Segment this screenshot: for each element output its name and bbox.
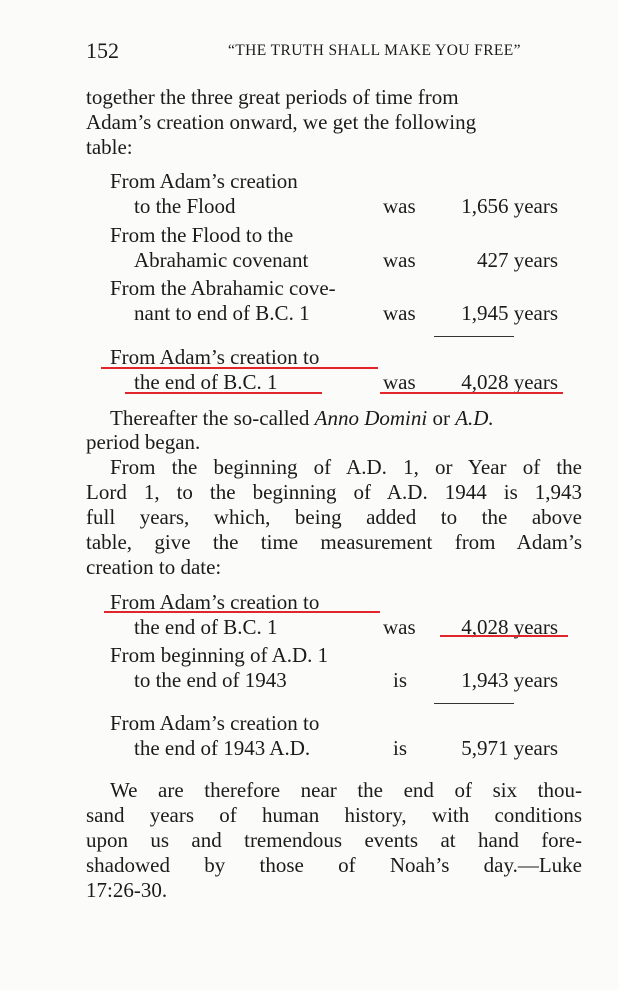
text-line: together the three great periods of time from	[86, 85, 459, 109]
table-row-value: 4,028 years	[461, 615, 558, 639]
table-total-value: 4,028 years	[461, 370, 558, 394]
table-total-verb: was	[383, 370, 416, 394]
text-line: period began.	[86, 430, 201, 454]
table-row-label: From Adam’s creation to	[110, 590, 320, 614]
text-line: table:	[86, 135, 133, 159]
italic-text: Anno Domini	[314, 406, 428, 430]
table-row-verb: was	[383, 194, 416, 218]
text-line: Adam’s creation onward, we get the following	[86, 110, 477, 134]
red-underline	[125, 392, 322, 394]
sum-rule	[434, 703, 514, 704]
table-row-verb: was	[383, 301, 416, 325]
text-line: From the beginning of A.D. 1, or Year of the	[110, 455, 582, 479]
page-number: 152	[86, 38, 119, 63]
table-row-verb: was	[383, 248, 416, 272]
table-row-label: From beginning of A.D. 1	[110, 643, 329, 667]
text-line: table, give the time measurement from Adam’s	[86, 530, 582, 554]
text-line: creation to date:	[86, 555, 222, 579]
text-line: shadowed by those of Noah’s day.—Luke	[86, 853, 582, 877]
text-line: 17:26-30.	[86, 878, 168, 902]
red-underline	[440, 635, 568, 637]
table-total-label: From Adam’s creation to	[110, 345, 320, 369]
text-line: Lord 1, to the beginning of A.D. 1944 is 1,943	[86, 480, 582, 504]
table-total-label: the end of B.C. 1	[134, 370, 278, 394]
table-row-label: From the Flood to the	[110, 223, 294, 247]
text-line	[110, 406, 494, 431]
running-title: “THE TRUTH SHALL MAKE YOU FREE”	[228, 42, 521, 59]
table-total-value: 5,971 years	[461, 736, 558, 760]
table-row-label: to the end of 1943	[134, 668, 287, 692]
italic-text: A.D.	[455, 406, 494, 430]
table-total-verb: is	[393, 736, 408, 760]
table-row-label: to the Flood	[134, 194, 236, 218]
table-row-label: From the Abrahamic cove-	[110, 276, 336, 300]
table-row-verb: is	[393, 668, 408, 692]
table-row-label: the end of B.C. 1	[134, 615, 278, 639]
text-span: Thereafter the so-called	[110, 406, 315, 430]
text-line: sand years of human history, with conditions	[86, 803, 582, 827]
text-line: full years, which, being added to the above	[86, 505, 582, 529]
table-row-value: 1,943 years	[461, 668, 558, 692]
red-underline	[380, 392, 563, 394]
text-line: upon us and tremendous events at hand fore-	[86, 828, 582, 852]
table-total-label: the end of 1943 A.D.	[134, 736, 311, 760]
text-line: We are therefore near the end of six thou-	[110, 778, 582, 802]
red-underline	[104, 611, 380, 613]
table-row-label: From Adam’s creation	[110, 169, 298, 193]
table-row-label: Abrahamic covenant	[134, 248, 309, 272]
text-span: or	[427, 406, 456, 430]
table-row-label: nant to end of B.C. 1	[134, 301, 310, 325]
table-row-value: 1,945 years	[461, 301, 558, 325]
sum-rule	[434, 336, 514, 337]
red-underline	[101, 367, 378, 369]
table-row-verb: was	[383, 615, 416, 639]
table-total-label: From Adam’s creation to	[110, 711, 320, 735]
table-row-value: 427 years	[476, 248, 558, 272]
table-row-value: 1,656 years	[461, 194, 558, 218]
